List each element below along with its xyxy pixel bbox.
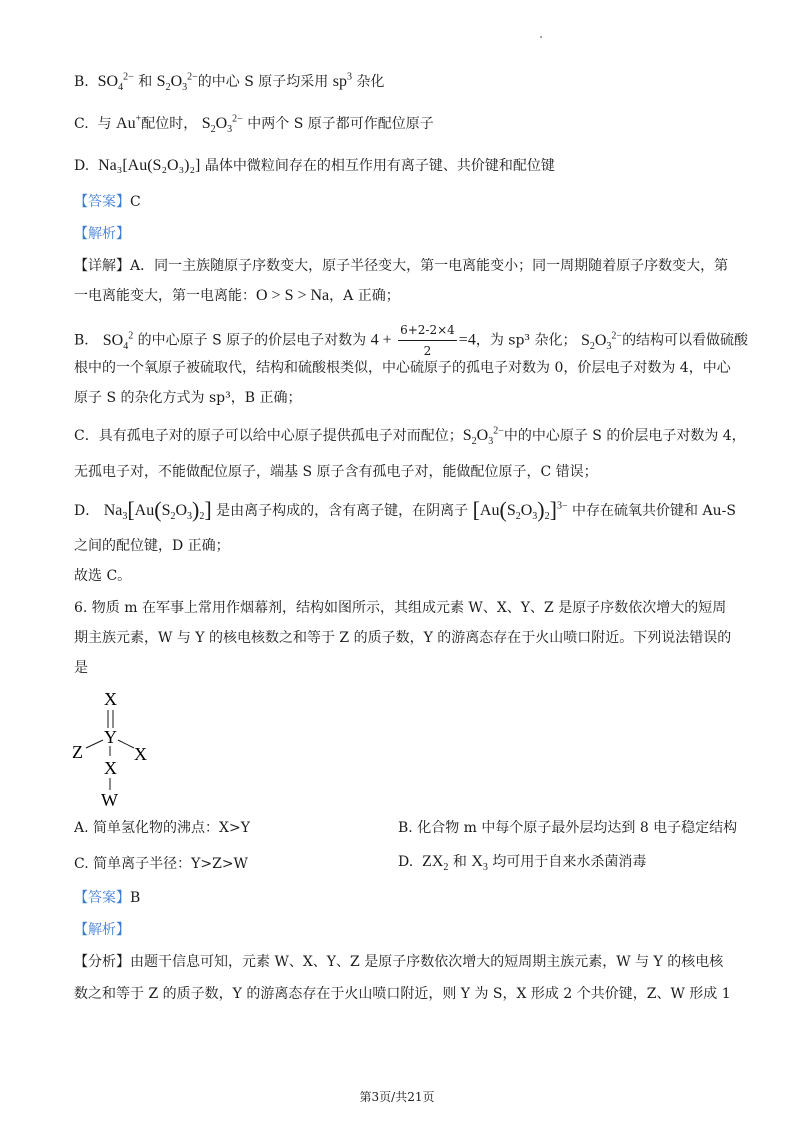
atom-right: X [134, 744, 147, 764]
option-c: C. 与 Au+配位时， $S_2O_3^{2-}$ 中两个 S 原子都可作配位原子 [74, 113, 434, 136]
q6-option-d[interactable]: D. $ZX_2$ 和 $X_3$ 均可用于自来水杀菌消毒 [398, 853, 647, 874]
atom-below: X [104, 758, 117, 778]
detail-line-1: 【详解】A．同一主族随原子序数变大，原子半径变大，第一电离能变小；同一周期随着原子序数变大，第 [74, 258, 729, 274]
option-d: D. Na₃[Au(S₂O₃)₂] 晶体中微粒间存在的相互作用有离子键、共价键和配位键 [74, 157, 555, 174]
fenxi-line-2: 数之和等于 Z 的质子数，Y 的游离态存在于火山喷口附近，则 Y 为 S，X 形成 2 个共价键，Z、W 形成 1 [74, 986, 731, 1002]
thiosulfate-formula: $S_2O_3^{2-}$ [201, 113, 243, 136]
page-footer: 第3页/共21页 [359, 1090, 435, 1104]
q6-option-c[interactable]: C. 简单离子半径：Y>Z>W [74, 856, 248, 872]
detail-line-8: D． $Na_3[Au(S_2O_3)_2]$ 是由离子构成的，含有离子键，在阴离子 $[Au(S_2O_3)_2]^{3-}$ 中存在硫氧共价键和 Au-S [74, 497, 736, 523]
fraction: $\frac{6+2-2\times 4}{2}$ [398, 320, 457, 361]
answer-row-2: 【答案】B [74, 890, 141, 906]
detail-line-2: 一电离能变大，第一电离能：O > S > Na，A 正确； [74, 287, 400, 304]
detail-line-4: 根中的一个氧原子被硫取代，结构和硫酸根类似，中心硫原子的孤电子对数为 0，价层电子对数为 4，中心 [74, 360, 731, 376]
atom-bottom: W [101, 790, 118, 808]
detail-line-3: B． $SO_4^2$ 的中心原子 S 原子的价层电子对数为 4 + $\frac{6+2-2\times 4}{2}$ =4，为 sp³ 杂化； $S_2O_3^{2-}$的结构可以看做硫酸 [74, 320, 748, 361]
answer-row [74, 192, 141, 212]
answer-value-2: B [130, 890, 141, 906]
thiosulfate-formula: $S_2O_3^{2-}$ [156, 71, 198, 94]
complex-formula: Na₃[Au(S₂O₃)₂] [98, 157, 201, 174]
q6-option-a[interactable]: A. 简单氢化物的沸点：X>Y [74, 820, 250, 836]
detail-line-5: 原子 S 的杂化方式为 sp³，B 正确； [74, 390, 302, 406]
atom-left: Z [72, 742, 83, 762]
answer-bracket: 【答案】 [74, 194, 130, 210]
analysis-heading: 【解析】 [74, 226, 130, 242]
structure-diagram [68, 688, 178, 808]
q6-line-2: 期主族元素，W 与 Y 的核电核数之和等于 Z 的质子数，Y 的游离态存在于火山喷口附近。下列说法错误的 [74, 630, 732, 646]
atom-top: X [104, 689, 117, 709]
q6-line-3: 是 [74, 660, 88, 676]
detail-line-6: C．具有孤电子对的原子可以给中心原子提供孤电子对而配位；$S_2O_3^{2-}$中的中心原子 S 的价层电子对数为 4， [74, 425, 746, 448]
option-b: B. $SO_4^{2-}$ 和 $S_2O_3^{2-}$的中心 S 原子均采用 $sp^3$ 杂化 [74, 71, 385, 94]
detail-bracket: 【详解】 [74, 258, 130, 274]
detail-line-10: 故选 C。 [74, 568, 132, 584]
fenxi-line-1: 【分析】由题干信息可知，元素 W、X、Y、Z 是原子序数依次增大的短周期主族元素，W 与 Y 的核电核 [74, 954, 724, 970]
scan-dot [540, 36, 542, 38]
analysis-heading-2: 【解析】 [74, 922, 130, 938]
atom-center: Y [104, 727, 117, 747]
q6-line-1: 6. 物质 m 在军事上常用作烟幕剂，结构如图所示，其组成元素 W、X、Y、Z 是原子序数依次增大的短周 [74, 600, 727, 616]
detail-line-7: 无孤电子对，不能做配位原子，端基 S 原子含有孤电子对，能做配位原子，C 错误； [74, 464, 598, 480]
answer-value: C [130, 194, 141, 210]
sulfate-formula: $SO_4^{2-}$ [97, 71, 134, 94]
q6-option-b[interactable]: B. 化合物 m 中每个原子最外层均达到 8 电子稳定结构 [398, 820, 738, 836]
detail-line-9: 之间的配位键，D 正确； [74, 538, 230, 554]
gold-ion: Au+ [116, 113, 142, 132]
